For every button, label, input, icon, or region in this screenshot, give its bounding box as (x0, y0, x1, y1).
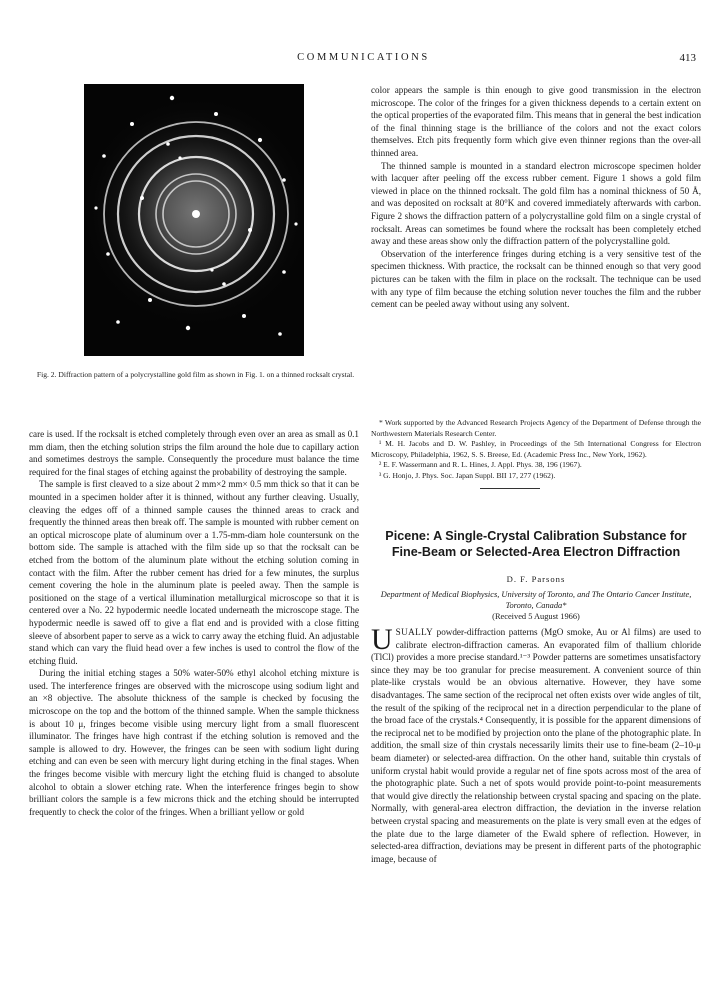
running-head: COMMUNICATIONS (297, 52, 430, 63)
drop-cap: U (371, 623, 393, 656)
right-column (371, 84, 701, 311)
paragraph: The thinned sample is mounted in a standard electron microscope specimen holder with lacquer after peeling off the excess rubber cement. Figure 1 shows a gold film viewed in place on the thinned rocksalt. The gold film has a nominal thickness of 50 Å, and was deposited on rocksalt at 80°K and covered immediately afterwards with carbon. Figure 2 shows the diffraction pattern of a polycrystalline gold film on a single crystal of rocksalt. Areas can sometimes be found where the rocksalt has been completely etched away and these areas show only the diffraction pattern of the polycrystalline gold. (371, 160, 701, 247)
left-column (29, 428, 359, 818)
article-title: Picene: A Single-Crystal Calibration Substance for Fine-Beam or Selected-Area Electron Diffraction (385, 529, 687, 559)
paragraph: The sample is first cleaved to a size about 2 mm×2 mm× 0.5 mm thick so that it can be mounted in a specimen holder after it is thinned, without any further cleaving. Usually, cleaving the edges off of a thinned sample causes the thinned areas to crack and frequently the thinned areas then break off. The sample is mounted with rubber cement on an optical microscope plate of aluminum over a 1.75-mm-diam hole countersunk on the bottom side. The sample is attached with the film side up so that the rocksalt can be etched from the bottom of the aluminum plate without the etching solution coming in contact with the film. After the rubber cement has dried for a few minutes, the surplus cement covering the hole in the aluminum plate is peeled away. Then the sample is positioned on the stage of a vertical illumination metallurgical microscope so that it is centered over a No. 22 hypodermic needle located underneath the microscope stage. The hypodermic needle is sawed off to give a flat end and is provided with a close fitting sleeve of absorbent paper to serve as a wick to carry away the etching fluid. An adjustable stand which can vary the fluid head over a few inches is used to control the flow of the etching fluid. (29, 479, 359, 666)
figure-caption: Fig. 2. Diffraction pattern of a polycrystalline gold film as shown in Fig. 1. on a thinned rocksalt crystal. (36, 370, 355, 379)
article-body (371, 623, 702, 865)
footnote: * Work supported by the Advanced Research Projects Agency of the Department of Defense through the Northwestern Materials Research Center. (371, 418, 701, 438)
footnote: ³ G. Honjo, J. Phys. Soc. Japan Suppl. BII 17, 277 (1962). (379, 470, 556, 480)
article-author: D. F. Parsons (506, 574, 566, 584)
diffraction-pattern-image (84, 84, 304, 356)
article-body-text: powder-diffraction patterns (MgO smoke, Au or Al films) are used to calibrate electron-diffraction cameras. An evaporated film of thallium chloride (TlCl) provides a more precise standard.¹⁻³ Powder patterns are sometimes unsatisfactory since they may be too granular for precise measurement. A convenient source of thin plate-like crystals would be an obvious alternative. However, they have some disadvantages. The same section of the reciprocal net often exists over wide angles of tilt, the result of the spiking of the reciprocal net in a direction perpendicular to the plane of the broad face of the crystals.⁴ Consequently, it is possible for the apparent dimensions of the reciprocal net to be modified by projection onto the plane of the photographic plate. In addition, the small size of thin crystals necessarily limits their use to fine-beam (2–10-μ beam diameter) or selected-area diffraction. On the other hand, suitable thin crystals of uniform crystal habit would provide a regular net of fine spots across most of the area of the photographic plate. Such a net of spots would provide point-to-point measurements that would give directly the relationship between crystal spacing and spacing on the plate. Normally, with general-area electron diffraction, the deviation in the inverse relation between crystal spacing and measurements on the plate is very small even at the edges of the plate due to the large diameter of the Ewald sphere of reflection. However, in selected-area diffraction, deviations may be present in different parts of the photographic image, because of (371, 627, 702, 864)
footnote: ¹ M. H. Jacobs and D. W. Pashley, in Proceedings of the 5th International Congress for Electron Microscopy, Philadelphia, 1962, S. S. Breese, Ed. (Academic Press Inc., New York, 1962). (371, 439, 701, 459)
paragraph: color appears the sample is thin enough to give good transmission in the electron microscope. The color of the fringes for a given thickness depends to a certain extent on the optical properties of the evaporated film. This means that in general the best indication of the final thinning stage is the brilliance of the colors and not the exact colors themselves. Etch pits frequently form which give even thinner regions than the over-all thinned area. (371, 85, 702, 158)
paragraph (371, 623, 702, 865)
diffraction-pattern-figure (84, 84, 304, 356)
page-header (0, 52, 727, 66)
section-divider (480, 488, 540, 489)
paragraph: care is used. If the rocksalt is etched completely through even over an area as small as 0.1 mm diam, then the etching solution strips the film around the hole due to capillary action and sometimes destroys the sample. Consequently the procedure must balance the time required for the final stages of etching against the probability of destroying the sample. (29, 429, 359, 477)
paragraph: Observation of the interference fringes during etching is a very sensitive test of the specimen thickness. With practice, the rocksalt can be thinned enough so that very good pictures can be taken with the film in place on the rocksalt. The technique can be used with any type of film because the etching solution never touches the film and the rubber cement can be peeled away without using any solvent. (371, 248, 701, 310)
first-word: SUALLY (395, 627, 434, 637)
footnote: ² E. F. Wassermann and R. L. Hines, J. Appl. Phys. 38, 196 (1967). (379, 460, 582, 470)
received-date: (Received 5 August 1966) (492, 612, 580, 621)
paragraph: During the initial etching stages a 50% water-50% ethyl alcohol etching mixture is used. The interference fringes are observed with the microscope using sodium light and an ×8 objective. The absolute thickness of the sample is checked by focusing the microscope on the top and the bottom of the thinned sample. When the sample thickness is about 10 μ, fringes become visible using mercury light from a small fluorescent illuminator. The fringes have high contrast if the etching solution is removed and the sample is allowed to dry. However, the fringes can be seen with sodium light during etching and can even be seen with mercury light during etching in the final stages. When the fringes become visible with mercury light the etching fluid is changed to absolute alcohol to obtain a slower etching rate. When the interference fringes begin to show brilliant colors the sample is a few microns thick and the etching should be interrupted frequently to check the color of the fringes. When a brilliant yellow or gold (29, 668, 359, 817)
footnotes (371, 418, 701, 482)
author-affiliation: Department of Medical Biophysics, University of Toronto, and The Ontario Cancer Institute, Toronto, Canada* (380, 590, 692, 610)
page-number: 413 (679, 52, 696, 64)
